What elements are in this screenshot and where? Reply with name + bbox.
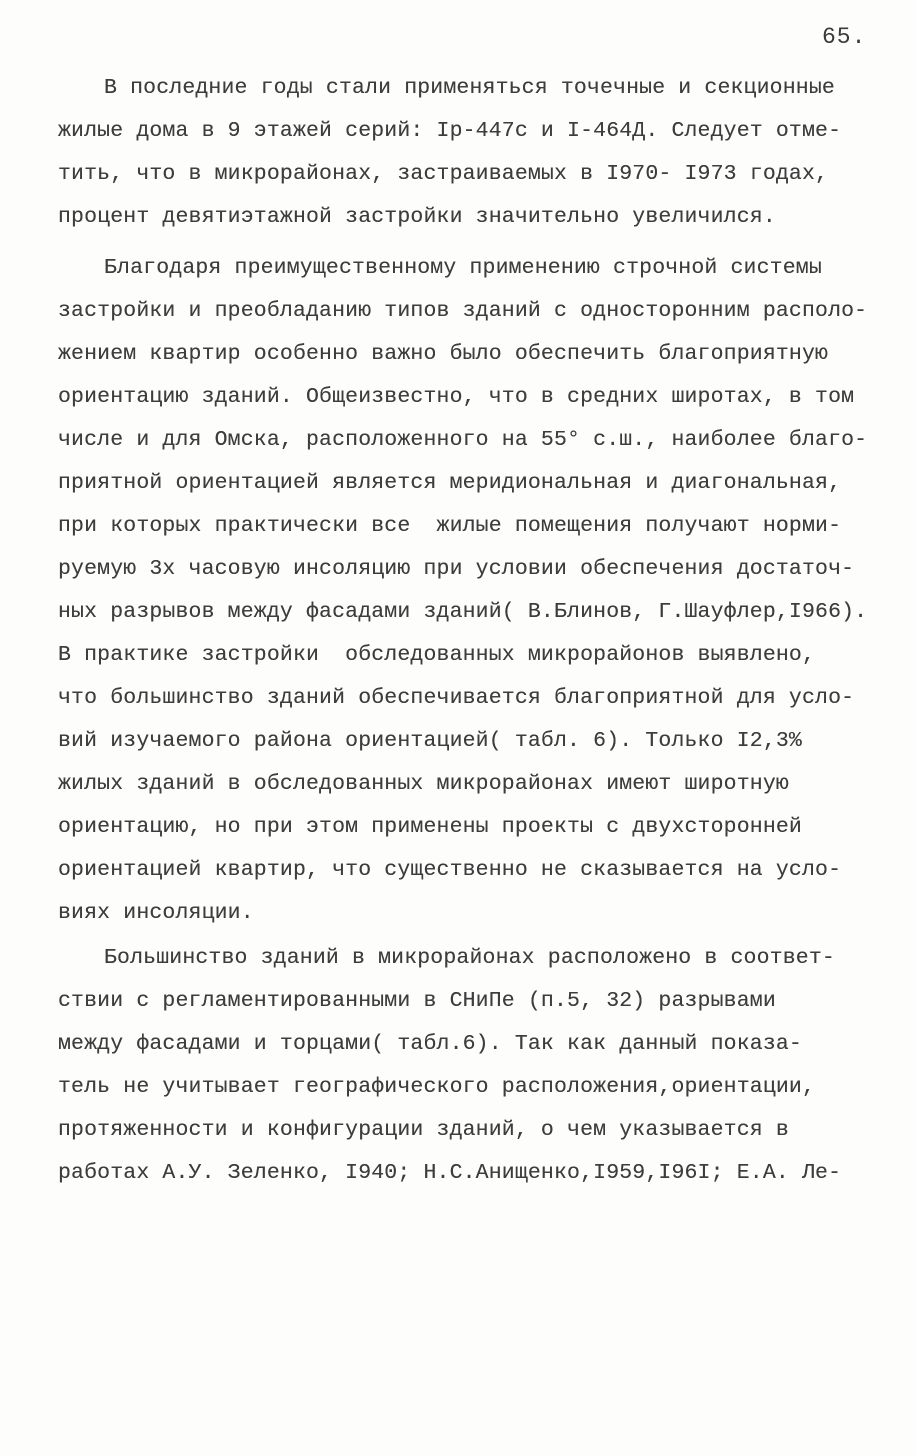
text-line: процент девятиэтажной застройки значительно увеличился. (58, 205, 776, 229)
page-number: 65. (822, 24, 867, 50)
paragraph-3 (58, 937, 868, 1195)
text-line: вий изучаемого района ориентацией( табл. 6). Только I2,3% (58, 729, 802, 753)
paragraph-1 (58, 67, 868, 239)
text-line: тить, что в микрорайонах, застраиваемых в I970- I973 годах, (58, 162, 829, 186)
text-line: жилых зданий в обследованных микрорайонах имеют широтную (58, 772, 789, 796)
text-line: жилые дома в 9 этажей серий: Iр-447с и I-464Д. Следует отме- (58, 119, 842, 143)
text-line: застройки и преобладанию типов зданий с односторонним располо- (58, 299, 868, 323)
text-line: протяженности и конфигурации зданий, о чем указывается в (58, 1118, 789, 1142)
text-line: приятной ориентацией является меридиональная и диагональная, (58, 471, 842, 495)
text-line: что большинство зданий обеспечивается благоприятной для усло- (58, 686, 855, 710)
text-line: руемую 3х часовую инсоляцию при условии обеспечения достаточ- (58, 557, 855, 581)
text-line: жением квартир особенно важно было обеспечить благоприятную (58, 342, 829, 366)
text-line: Большинство зданий в микрорайонах расположено в соответ- (104, 946, 835, 970)
paragraph-2 (58, 247, 868, 935)
text-line: В последние годы стали применяться точечные и секционные (104, 76, 835, 100)
text-line: Благодаря преимущественному применению строчной системы (104, 256, 822, 280)
text-line: при которых практически все жилые помещения получают норми- (58, 514, 842, 538)
text-line: ориентацию зданий. Общеизвестно, что в средних широтах, в том (58, 385, 855, 409)
text-line: виях инсоляции. (58, 901, 254, 925)
text-line: работах А.У. Зеленко, I940; Н.С.Анищенко,I959,I96I; Е.А. Ле- (58, 1161, 842, 1185)
text-line: ориентацией квартир, что существенно не сказывается на усло- (58, 858, 842, 882)
text-line: тель не учитывает географического расположения,ориентации, (58, 1075, 816, 1099)
text-line: ствии с регламентированными в СНиПе (п.5, 32) разрывами (58, 989, 776, 1013)
text-line: между фасадами и торцами( табл.6). Так как данный показа- (58, 1032, 802, 1056)
text-line: ных разрывов между фасадами зданий( В.Блинов, Г.Шауфлер,I966). (58, 600, 868, 624)
text-line: В практике застройки обследованных микрорайонов выявлено, (58, 643, 816, 667)
text-line: числе и для Омска, расположенного на 55° с.ш., наиболее благо- (58, 428, 868, 452)
text-line: ориентацию, но при этом применены проекты с двухсторонней (58, 815, 802, 839)
